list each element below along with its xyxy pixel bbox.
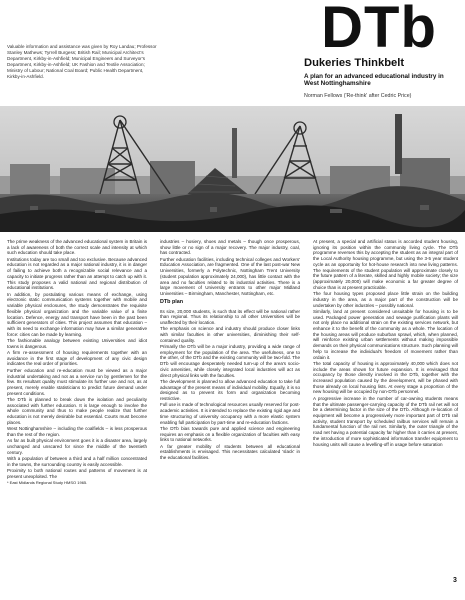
col2-para-2: Further education facilities, including technical colleges and Workers' Education Association, are fragmented. One of the last post-war New Universities, formerly a Polytechnic, Nottingham Trent University (student population approximately 24,000), has little contact with the area and no faculties related to its industrial activities. There is a large movement of University entrants to other major Midland Universities – Birmingham, Manchester, Nottingham, etc. — [160, 256, 300, 297]
column-3 — [313, 239, 458, 447]
col2-para-6: The development is planned to allow advanced education to take full advantage of the present means of individual mobility. Equally, it is so designed as to prevent its form and organization becoming restrictive. — [160, 378, 300, 402]
col1-para-5: A firm re-assessment of housing requirements together with an avoidance in the first stage of development of any civic design indicates the real order of priorities. — [7, 350, 147, 367]
col3-para-3: Similarly, land at present considered unsuitable for housing is to be used. Packaged power generation and sewage purification plants will not only place no additional strain on the existing services network, but enhance it to the benefit of the community as a whole. The location of the housing areas will produce suburban sprawl, which, when planned, will reinforce existing urban settlements without making impossible demands on their physical communications structure. Such planning will help to increase the individual's freedom of movement rather than ordain it. — [313, 308, 458, 360]
dtb-plan-heading: DTb plan — [160, 298, 184, 305]
col2-para-4: The emphasis on science and industry should produce closer links with similar faculties in other universities, diminishing their self-contained quality. — [160, 326, 300, 343]
col2-para-9: A far greater mobility of students between all educational establishments is envisaged. This necessitates calculated 'slack' in the educational facilities. — [160, 443, 300, 461]
col2-para-5: Primarily the DTb will be a major industry, providing a wide range of employment for the population of the area. The usefulness, one to the other, of the DTb and the existing community will be two-fold. The DTb will encourage desperately needed turn-up of the area's socio-civic amenities, while closely integrated local industries will act as direct physical links with the faculties. — [160, 344, 300, 378]
col3-para-1: At present, a special and artificial status is accorded student housing, ignoring its position within the community living cycle. The DTb programme reverses this by accepting the student as an integral part of the Local Authority housing programme, but using the 3-5 year student cycle as an opportunity for hot-house research into new living patterns. The requirements of the student population will approximate closely to the future pattern of a literate, skilled and highly mobile society; the size (approximately 20,000) will make economic a far greater degree of choice than is at present practicable. — [313, 239, 458, 290]
footnote: * East Midlands Regional Study HMSO 1965. — [7, 480, 88, 486]
col1-para-2: Institutions today are too small and too exclusive. Because advanced education is not regarded as a major national industry, it is in danger of failing to achieve both a recognizable social relevance and a capacity to initiate progress rather than an attempt to catch up with it. This study proposes a valid national and regional distribution of educational institutions. — [7, 256, 147, 291]
col1-para-6: Further education and re-education must be viewed as a major industrial undertaking and not as a service run by gentlemen for the few. Its resultant quality must stimulate its further use and not, as at present, merely enable statisticians to predict future demand under present conditions. — [7, 367, 147, 396]
col1-para-10: With a population of between a third and a half million concentrated in the towns, the surrounding country is easily accessible. — [7, 455, 147, 467]
col1-para-7: The DTb is planned to break down the isolation and peculiarity associated with further education. It is large enough to involve the whole community and thus to make people realize that further education is not merely desirable but essential. Courts must become places. — [7, 396, 147, 425]
col1-para-11: Proximity to both national routes and patterns of movement is at present unexploited. The — [7, 467, 147, 479]
acknowledgement: Valuable information and assistance was given by Roy Landau; Professor Stanley Mathews; Tyrrell Burgess; British Rail; Municipal Architect's Department, Kirkby-in-Ashfield; Municipal Engineers and Surveyor's Department, Kirkby-in-Ashfield; UK Fashion and Textile Association; Ministry of Labour; National Coal Board; Public Health Department, Kirkby-in-Ashfield. — [7, 44, 157, 79]
dtb-title: DTb — [321, 0, 437, 60]
col1-para-1: The prime weakness of the advanced educational system in Britain is a lack of awareness of both the correct scale and intensity at which such education should take place. — [7, 239, 147, 256]
col3-para-2: The four housing types proposed place little strain on the building industry in the area, as a major part of the construction will be undertaken by other industries – possibly national. — [313, 291, 458, 308]
col1-para-8: West Nottinghamshire – including the coalfields – is less prosperous than the rest of the region. — [7, 426, 147, 437]
subtitle: Dukeries Thinkbelt — [304, 57, 405, 69]
col2-para-8: The DTb bias towards pure and applied science and engineering requires an emphasis on a flexible organization of faculties with easy links to national networks. — [160, 425, 300, 443]
col3-para-4: The total capacity of housing is approximately 40,000 which does not include the areas shown for future expansion. It is envisaged that occupancy by those directly involved in the DTb, together with the increased population caused by the development, will be phased with those already on local housing lists. At every stage a proportion of the new housing will be occupied by non-DTb personnel. — [313, 360, 458, 395]
strapline: A plan for an advanced educational industry in West Nottinghamshire — [304, 73, 444, 88]
page-number: 3 — [453, 577, 457, 584]
col1-para-4: The fashionable analogy between existing Universities and idiot towns is dangerous. — [7, 338, 147, 349]
byline: Norman Fellows ('Re-think' after Cedric Price) — [304, 93, 412, 99]
col1-para-3: In addition, by postulating various means of exchange, using electronic static communication systems together with mobile and variable physical enclosures, the study demonstrates the requisite flexible physical organization and the variable value of a finite location. Defence, energy and transport have been in the past been sufficient generators of cities. This project assumes that education – with its need to exchange information may have a similar generative force: cities can be made by learning. — [7, 291, 147, 337]
col2-para-1: industries – hosiery, shoes and metals – though once prosperous, show little or no sign of a major recovery. The major industry, coal, has contracted. — [160, 239, 300, 256]
col3-para-5: A progressive increase in the number of car-owning students means that the ultimate passenger-carrying capacity of the DTb rail net will not be a determining factor in the size of the DTb. Although re-location of equipment will become a progressively more important part of DTb rail activity, student transport by scheduled railbus services will remain a fundamental function of the rail net. Similarly, the outer triangle of the road net having a potential capacity far higher than it carries at present, the introduction of more sophisticated information transfer equipment to housing units will cause a levelling-off in usage before saturation — [313, 395, 458, 447]
colliery-photo — [0, 106, 465, 232]
col1-para-9: As far as built physical environment goes it is a disaster area, largely unchanged and unscared for since the middle of the twentieth century. — [7, 438, 147, 455]
column-2 — [160, 239, 300, 461]
col2-para-3: Its size, 20,000 students, is such that its effect will be national rather than regional. Thus its relationship to all other Universities will be unaffected by their location. — [160, 308, 300, 325]
col2-para-7: Full use is made of technological resources usually reserved for post-academic activities. It is intended to replace the existing rigid age and time structuring of university occupancy with a more elastic system enabling full participation by part-time and re-education factions. — [160, 402, 300, 425]
column-1 — [7, 239, 147, 485]
